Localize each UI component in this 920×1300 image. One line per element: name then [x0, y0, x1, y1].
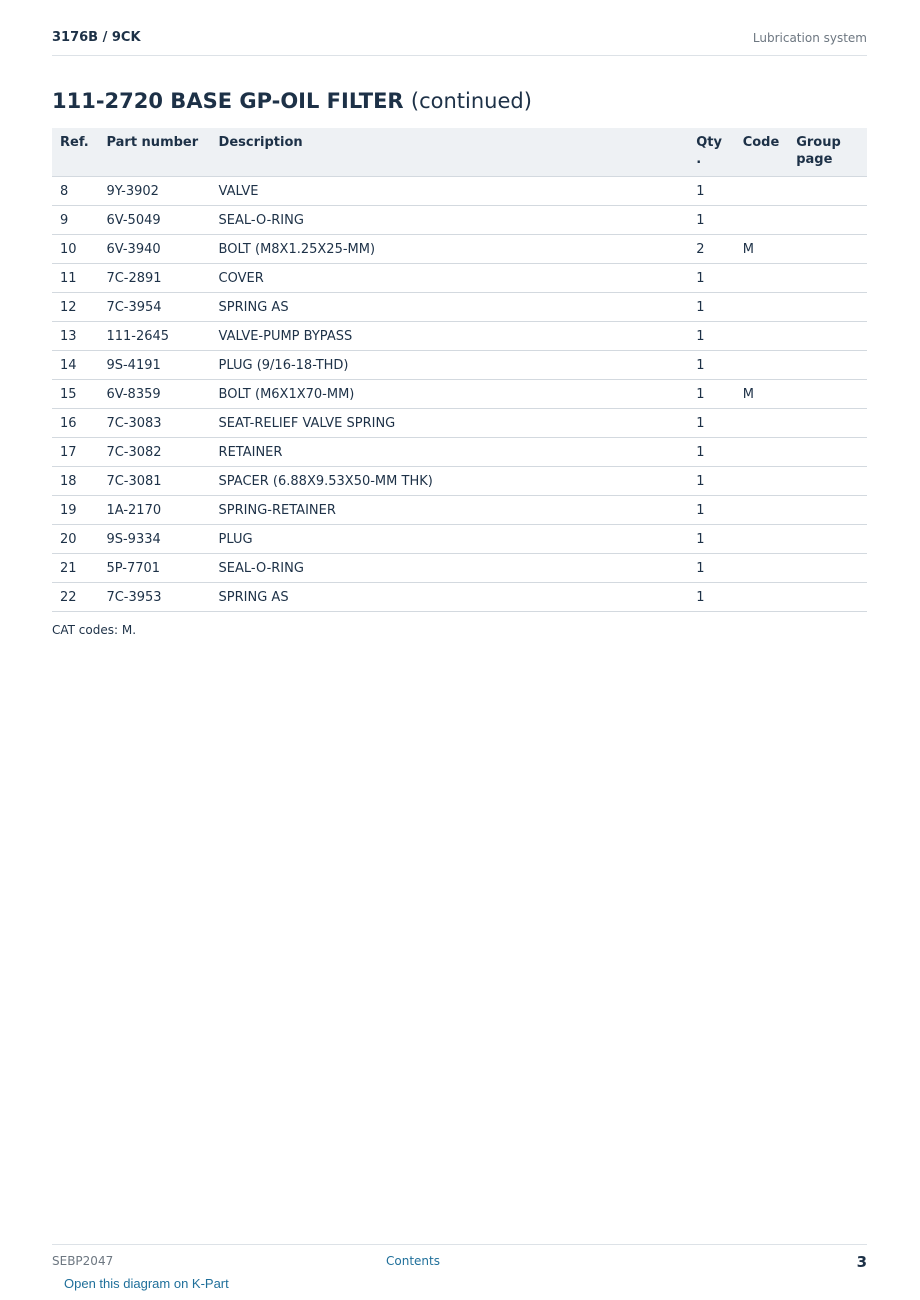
- table-header-row: [52, 128, 867, 177]
- part-number-cell: 7C-2891: [98, 264, 210, 293]
- code-cell: [735, 496, 789, 525]
- description-cell: RETAINER: [211, 438, 689, 467]
- group-page-cell: [788, 554, 867, 583]
- title-main: 111-2720 BASE GP-OIL FILTER: [52, 89, 404, 113]
- group-page-cell: [788, 293, 867, 322]
- column-header-label: Code: [742, 135, 780, 150]
- code-cell: [735, 177, 789, 206]
- table-row: [52, 206, 867, 235]
- description-cell: VALVE: [211, 177, 689, 206]
- qty-cell: 2: [688, 235, 734, 264]
- group-page-cell: [788, 380, 867, 409]
- qty-cell: 1: [688, 380, 734, 409]
- code-cell: [735, 525, 789, 554]
- description-cell: SEAL-O-RING: [211, 554, 689, 583]
- group-page-cell: [788, 264, 867, 293]
- ref-cell: 14: [52, 351, 98, 380]
- code-cell: [735, 554, 789, 583]
- parts-table: [52, 128, 867, 612]
- code-cell: [735, 206, 789, 235]
- part-number-cell: 7C-3081: [98, 467, 210, 496]
- code-cell: [735, 467, 789, 496]
- column-header-part-number: [98, 128, 210, 177]
- ref-cell: 10: [52, 235, 98, 264]
- group-page-cell: [788, 206, 867, 235]
- description-cell: SPACER (6.88X9.53X50-MM THK): [211, 467, 689, 496]
- document-number: SEBP2047: [52, 1254, 114, 1268]
- table-row: [52, 264, 867, 293]
- column-header-label: Qty .: [696, 135, 722, 167]
- code-cell: [735, 409, 789, 438]
- page-footer: [52, 1244, 867, 1275]
- part-number-cell: 6V-3940: [98, 235, 210, 264]
- part-number-cell: 9S-9334: [98, 525, 210, 554]
- column-header-label: Group page: [796, 135, 841, 167]
- qty-cell: 1: [688, 264, 734, 293]
- page-title: [52, 89, 532, 113]
- page-number: 3: [856, 1253, 867, 1271]
- table-row: [52, 177, 867, 206]
- group-page-cell: [788, 235, 867, 264]
- code-cell: [735, 351, 789, 380]
- qty-cell: 1: [688, 525, 734, 554]
- part-number-cell: 7C-3083: [98, 409, 210, 438]
- description-cell: SPRING-RETAINER: [211, 496, 689, 525]
- qty-cell: 1: [688, 409, 734, 438]
- qty-cell: 1: [688, 293, 734, 322]
- ref-cell: 12: [52, 293, 98, 322]
- ref-cell: 9: [52, 206, 98, 235]
- description-cell: SEAT-RELIEF VALVE SPRING: [211, 409, 689, 438]
- qty-cell: 1: [688, 583, 734, 612]
- group-page-cell: [788, 409, 867, 438]
- ref-cell: 15: [52, 380, 98, 409]
- description-cell: BOLT (M6X1X70-MM): [211, 380, 689, 409]
- table-row: [52, 496, 867, 525]
- part-number-cell: 9Y-3902: [98, 177, 210, 206]
- qty-cell: 1: [688, 554, 734, 583]
- description-cell: VALVE-PUMP BYPASS: [211, 322, 689, 351]
- group-page-cell: [788, 496, 867, 525]
- qty-cell: 1: [688, 467, 734, 496]
- ref-cell: 17: [52, 438, 98, 467]
- ref-cell: 13: [52, 322, 98, 351]
- code-cell: [735, 293, 789, 322]
- part-number-cell: 6V-5049: [98, 206, 210, 235]
- group-page-cell: [788, 583, 867, 612]
- qty-cell: 1: [688, 177, 734, 206]
- column-header-label: Part number: [106, 135, 199, 150]
- description-cell: BOLT (M8X1.25X25-MM): [211, 235, 689, 264]
- part-number-cell: 6V-8359: [98, 380, 210, 409]
- description-cell: SEAL-O-RING: [211, 206, 689, 235]
- code-cell: M: [735, 235, 789, 264]
- ref-cell: 11: [52, 264, 98, 293]
- code-cell: [735, 264, 789, 293]
- part-number-cell: 7C-3954: [98, 293, 210, 322]
- column-header-group-page: [788, 128, 867, 177]
- group-page-cell: [788, 467, 867, 496]
- description-cell: COVER: [211, 264, 689, 293]
- description-cell: SPRING AS: [211, 293, 689, 322]
- page-header: [52, 28, 867, 56]
- column-header-code: [735, 128, 789, 177]
- part-number-cell: 7C-3082: [98, 438, 210, 467]
- table-row: [52, 380, 867, 409]
- table-row: [52, 554, 867, 583]
- section-label: Lubrication system: [752, 31, 867, 45]
- table-row: [52, 583, 867, 612]
- part-number-cell: 9S-4191: [98, 351, 210, 380]
- description-cell: PLUG: [211, 525, 689, 554]
- qty-cell: 1: [688, 438, 734, 467]
- kpart-link[interactable]: Open this diagram on K-Part: [64, 1276, 229, 1291]
- cat-codes-note: CAT codes: M.: [52, 623, 137, 637]
- group-page-cell: [788, 438, 867, 467]
- qty-cell: 1: [688, 351, 734, 380]
- column-header-ref: [52, 128, 98, 177]
- column-header-description: [211, 128, 689, 177]
- ref-cell: 21: [52, 554, 98, 583]
- table-row: [52, 438, 867, 467]
- group-page-cell: [788, 177, 867, 206]
- ref-cell: 8: [52, 177, 98, 206]
- ref-cell: 20: [52, 525, 98, 554]
- table-row: [52, 467, 867, 496]
- qty-cell: 1: [688, 206, 734, 235]
- table-row: [52, 409, 867, 438]
- ref-cell: 22: [52, 583, 98, 612]
- contents-link[interactable]: Contents: [386, 1254, 440, 1268]
- part-number-cell: 7C-3953: [98, 583, 210, 612]
- code-cell: [735, 322, 789, 351]
- table-row: [52, 525, 867, 554]
- part-number-cell: 111-2645: [98, 322, 210, 351]
- code-cell: M: [735, 380, 789, 409]
- ref-cell: 19: [52, 496, 98, 525]
- qty-cell: 1: [688, 322, 734, 351]
- model-label: 3176B / 9CK: [52, 30, 141, 45]
- column-header-label: Ref.: [60, 135, 89, 150]
- title-suffix: (continued): [410, 89, 532, 113]
- code-cell: [735, 583, 789, 612]
- group-page-cell: [788, 322, 867, 351]
- column-header-label: Description: [218, 135, 303, 150]
- code-cell: [735, 438, 789, 467]
- qty-cell: 1: [688, 496, 734, 525]
- part-number-cell: 5P-7701: [98, 554, 210, 583]
- part-number-cell: 1A-2170: [98, 496, 210, 525]
- table-row: [52, 322, 867, 351]
- ref-cell: 18: [52, 467, 98, 496]
- group-page-cell: [788, 351, 867, 380]
- table-row: [52, 351, 867, 380]
- column-header-qty: [688, 128, 734, 177]
- group-page-cell: [788, 525, 867, 554]
- table-row: [52, 235, 867, 264]
- parts-table-body: [52, 177, 867, 612]
- ref-cell: 16: [52, 409, 98, 438]
- description-cell: SPRING AS: [211, 583, 689, 612]
- description-cell: PLUG (9/16-18-THD): [211, 351, 689, 380]
- table-row: [52, 293, 867, 322]
